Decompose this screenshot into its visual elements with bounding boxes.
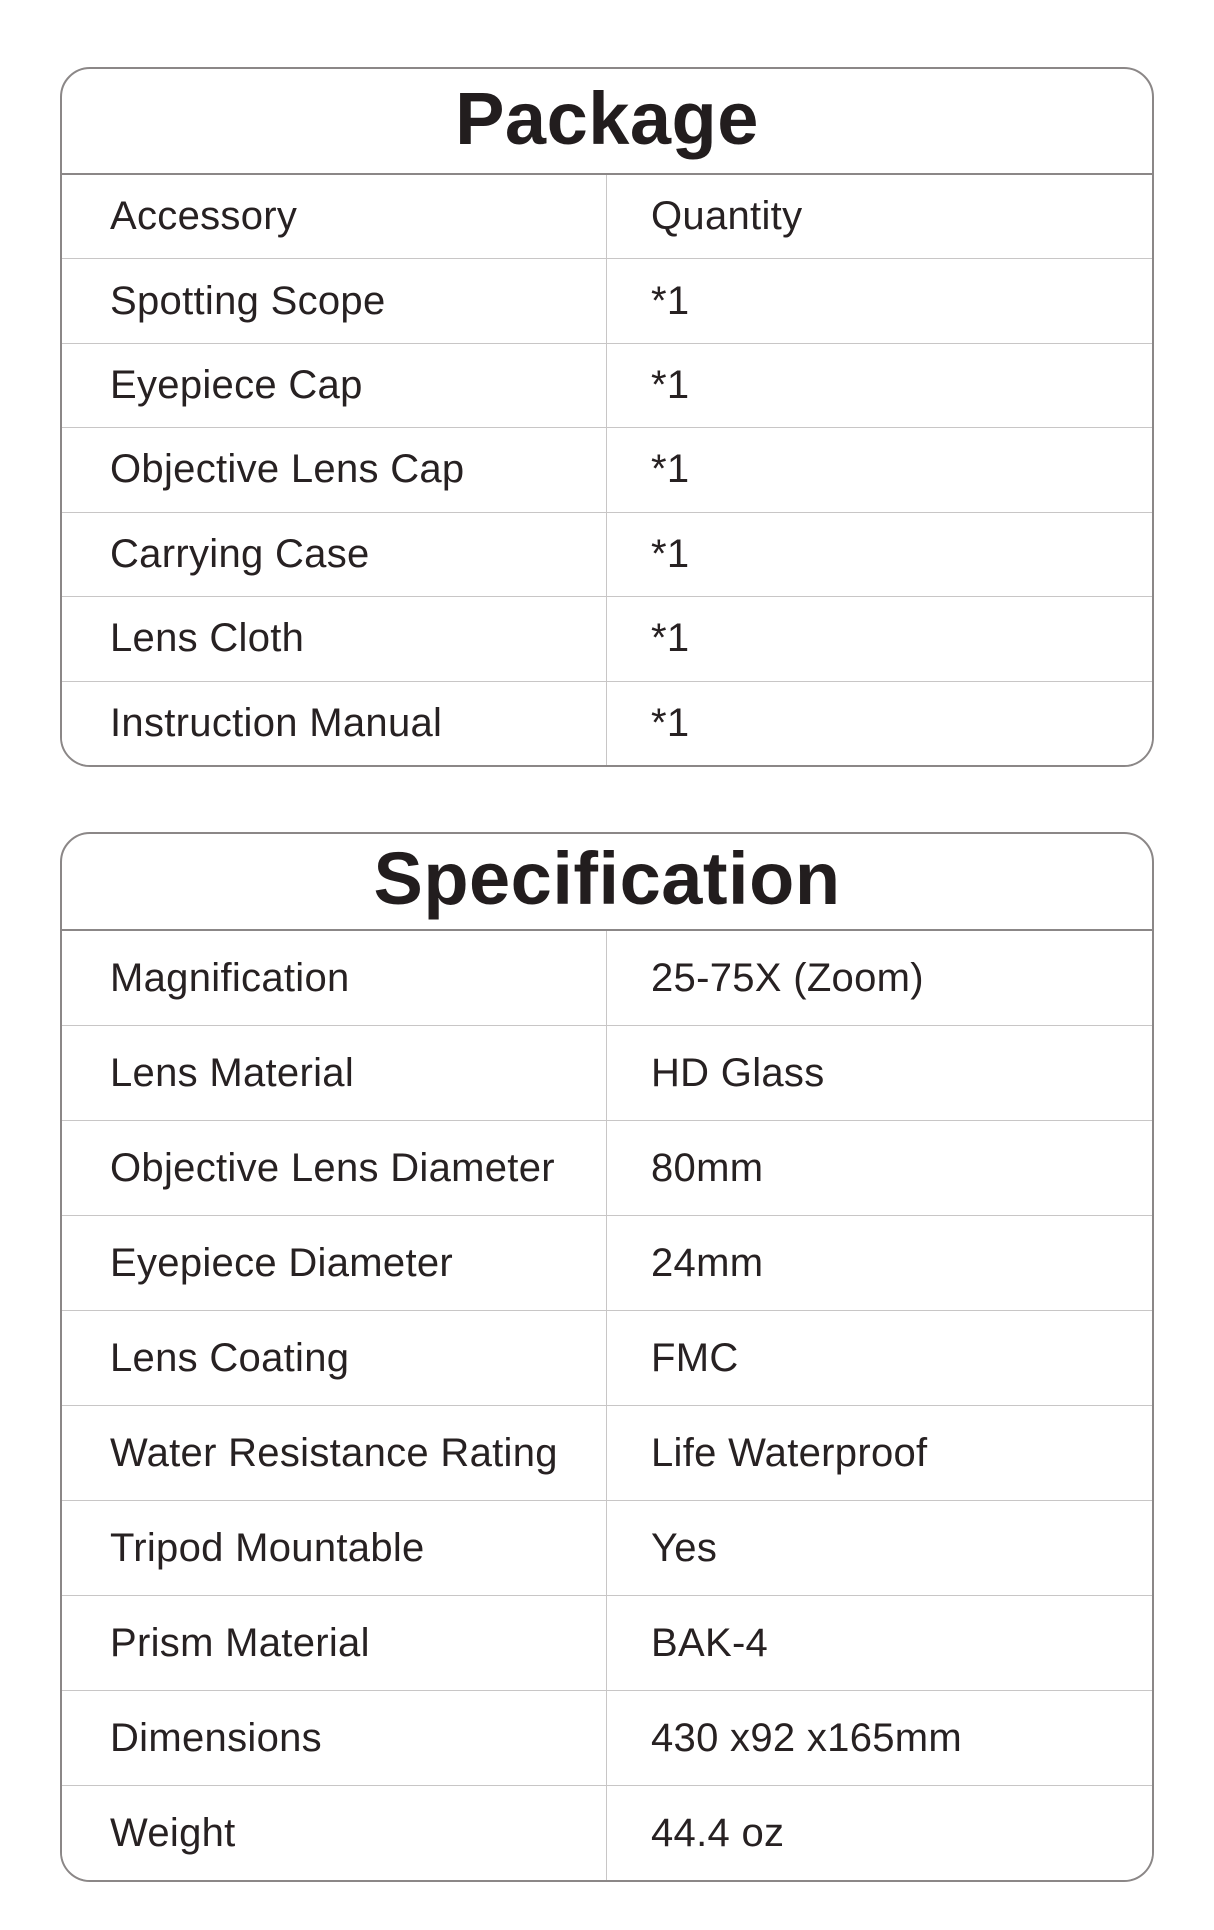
row-label: Prism Material: [62, 1596, 607, 1690]
table-row: [62, 1215, 1152, 1310]
table-row: [62, 1405, 1152, 1500]
table-row: [62, 427, 1152, 511]
row-label: Instruction Manual: [62, 682, 607, 765]
table-row: [62, 931, 1152, 1025]
specification-table: [60, 832, 1154, 1882]
row-value: Life Waterproof: [651, 1430, 928, 1475]
row-label: Eyepiece Diameter: [62, 1216, 607, 1310]
row-value: HD Glass: [651, 1050, 825, 1095]
row-label: Magnification: [62, 931, 607, 1025]
row-value: 25-75X (Zoom): [651, 955, 924, 1000]
row-label: Tripod Mountable: [62, 1501, 607, 1595]
row-value: 430 x92 x165mm: [651, 1715, 963, 1760]
row-label: Lens Material: [62, 1026, 607, 1120]
package-title: Package: [62, 69, 1152, 175]
specification-title: Specification: [62, 834, 1152, 931]
package-table: [60, 67, 1154, 767]
accessory-column-header: Accessory: [62, 175, 607, 258]
table-row: [62, 1310, 1152, 1405]
row-label: Spotting Scope: [62, 259, 607, 342]
table-row: [62, 1785, 1152, 1880]
row-value: Yes: [651, 1525, 718, 1570]
row-value: *1: [651, 278, 690, 323]
row-label: Water Resistance Rating: [62, 1406, 607, 1500]
row-value: 44.4 oz: [651, 1810, 785, 1855]
row-label: Eyepiece Cap: [62, 344, 607, 427]
row-value: *1: [651, 447, 690, 492]
table-row: [62, 512, 1152, 596]
row-label: Dimensions: [62, 1691, 607, 1785]
row-value: *1: [651, 700, 690, 745]
row-label: Objective Lens Cap: [62, 428, 607, 511]
table-row: [62, 1025, 1152, 1120]
table-row: [62, 596, 1152, 680]
table-row: [62, 258, 1152, 342]
quantity-column-header: Quantity: [651, 194, 803, 239]
specification-rows: [62, 931, 1152, 1880]
table-row: [62, 681, 1152, 765]
table-row: [62, 1690, 1152, 1785]
table-row: [62, 1595, 1152, 1690]
row-value: 80mm: [651, 1145, 764, 1190]
row-value: FMC: [651, 1335, 739, 1380]
row-label: Lens Cloth: [62, 597, 607, 680]
row-label: Weight: [62, 1786, 607, 1880]
table-row: [62, 343, 1152, 427]
row-value: *1: [651, 531, 690, 576]
package-header-row: [62, 175, 1152, 258]
row-label: Carrying Case: [62, 513, 607, 596]
row-value: BAK-4: [651, 1620, 769, 1665]
table-row: [62, 1120, 1152, 1215]
row-label: Objective Lens Diameter: [62, 1121, 607, 1215]
row-value: *1: [651, 363, 690, 408]
row-value: *1: [651, 616, 690, 661]
row-value: 24mm: [651, 1240, 764, 1285]
table-row: [62, 1500, 1152, 1595]
package-rows: [62, 175, 1152, 765]
row-label: Lens Coating: [62, 1311, 607, 1405]
